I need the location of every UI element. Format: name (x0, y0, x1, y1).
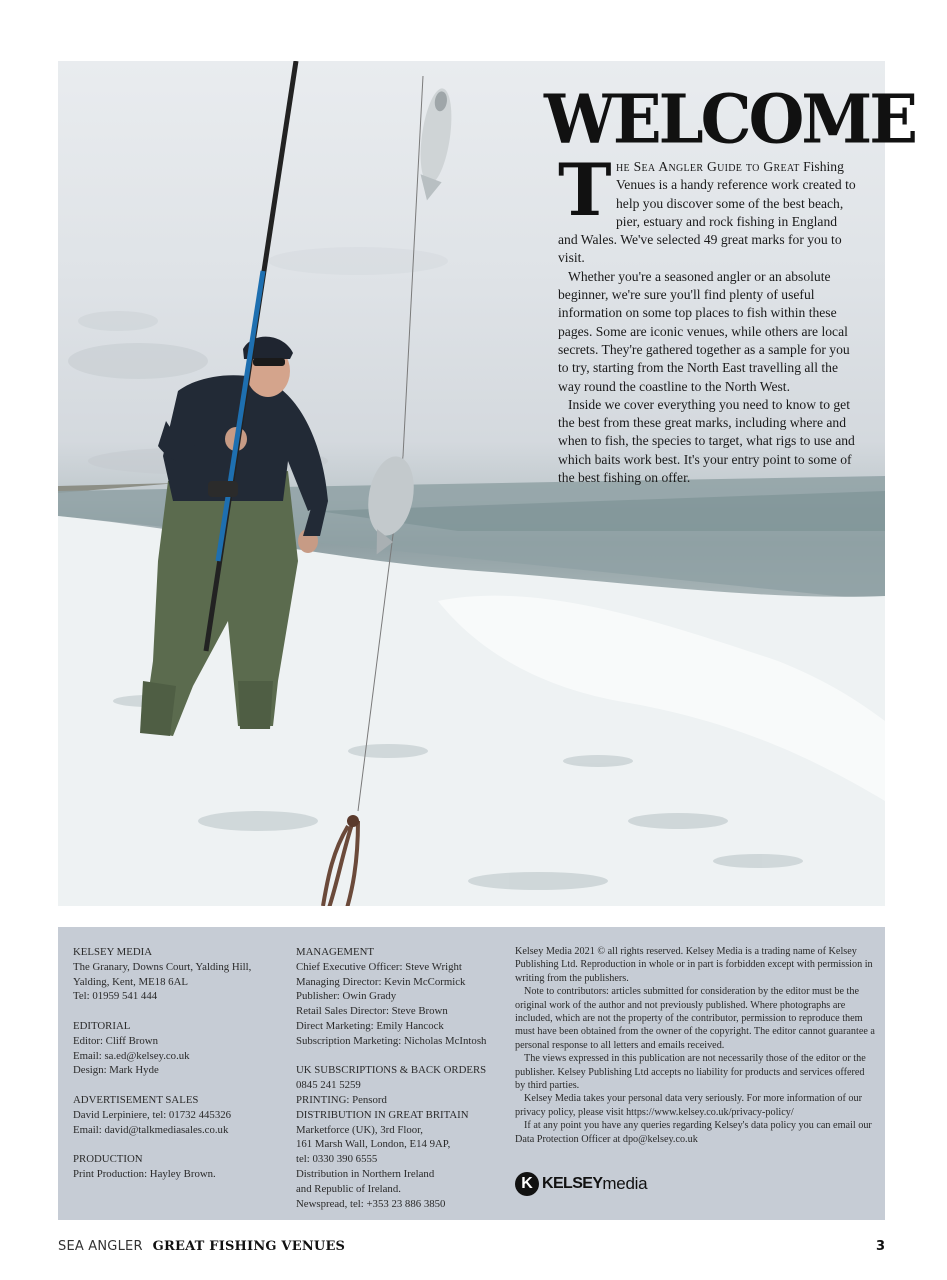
distribution-gb-1: Marketforce (UK), 3rd Floor, (296, 1123, 423, 1136)
direct-marketing: Direct Marketing: Emily Hancock (296, 1019, 444, 1032)
production-heading: PRODUCTION (73, 1153, 143, 1166)
welcome-paragraph-2: Whether you're a seasoned angler or an absolute beginner, we're sure you'll find plenty of useful information on some top places to fish within these pages. Some are iconic venues, while others are local secrets. They're gathered together as a sample for you to try, starting from the North East travelling all the way round the coastline to the North West. (558, 268, 850, 394)
company-address-2: Yalding, Kent, ME18 6AL (73, 975, 188, 988)
credits-column-management (296, 945, 511, 1211)
drop-cap: T (558, 147, 612, 232)
logo-suffix: media (602, 1174, 648, 1193)
credits-panel (58, 927, 885, 1220)
distribution-gb-2: 161 Marsh Wall, London, E14 9AP, (296, 1138, 451, 1151)
managing-director: Managing Director: Kevin McCormick (296, 975, 466, 988)
logo-brand: KELSEY (542, 1175, 603, 1192)
distribution-ni-1: Distribution in Northern Ireland (296, 1167, 435, 1180)
welcome-paragraph-3: Inside we cover everything you need to know to get the best from these great marks, including where and when to fish, the species to target, what rigs to use and which baits work best. It's your entry point to some of the best fishing on offer. (558, 396, 855, 486)
print-production: Print Production: Hayley Brown. (73, 1167, 216, 1180)
kelsey-k-icon: K (515, 1172, 539, 1196)
magazine-name: SEA ANGLER (58, 1239, 143, 1254)
distribution-ni-tel: Newspread, tel: +353 23 886 3850 (296, 1197, 446, 1210)
editorial-heading: EDITORIAL (73, 1019, 131, 1032)
subscriptions-phone: 0845 241 5259 (296, 1079, 361, 1092)
welcome-body (558, 147, 858, 487)
designer: Design: Mark Hyde (73, 1064, 159, 1077)
ad-sales-contact: David Lerpiniere, tel: 01732 445326 (73, 1108, 232, 1121)
kelsey-media-logo (515, 1170, 647, 1198)
lead-in-smallcaps: he Sea Angler Guide to Great (616, 159, 800, 174)
company-address-1: The Granary, Downs Court, Yalding Hill, (73, 960, 252, 973)
company-name: KELSEY MEDIA (73, 946, 153, 958)
credits-column-company (73, 945, 288, 1182)
management-heading: MANAGEMENT (296, 946, 374, 958)
page-footer (58, 1239, 885, 1259)
editor-email: Email: sa.ed@kelsey.co.uk (73, 1049, 190, 1062)
ceo: Chief Executive Officer: Steve Wright (296, 960, 462, 973)
credits-column-legal (515, 945, 877, 1146)
printing: PRINTING: Pensord (296, 1093, 387, 1106)
company-tel: Tel: 01959 541 444 (73, 990, 158, 1003)
ad-sales-heading: ADVERTISEMENT SALES (73, 1093, 199, 1106)
distribution-ni-2: and Republic of Ireland. (296, 1182, 401, 1195)
contributors-note: Note to contributors: articles submitted for consideration by the editor must be the original work of the author and not previously published. Where photographs are included, which are not the property of the contributor, permission to reproduce them must have been obtained from the owner of the copyright. The editor cannot guarantee a personal response to all letters and emails received. (515, 986, 875, 1051)
paragraph-1-text: Fishing Venues is a handy reference work created to help you discover some of the best beach, pier, estuary and rock fishing in England and Wales. We've selected 49 great marks for you to visit. (558, 159, 856, 266)
subscription-marketing: Subscription Marketing: Nicholas McIntosh (296, 1034, 487, 1047)
distribution-gb-tel: tel: 0330 390 6555 (296, 1153, 378, 1166)
subscriptions-heading: UK SUBSCRIPTIONS & BACK ORDERS (296, 1064, 487, 1077)
welcome-paragraph-1 (558, 147, 858, 268)
welcome-title: WELCOME (544, 80, 915, 160)
data-protection-contact: If at any point you have any queries regarding Kelsey's data policy you can email our Data Protection Officer at dpo@kelsey.co.uk (515, 1120, 872, 1145)
page-number: 3 (875, 1239, 885, 1254)
publisher: Publisher: Owin Grady (296, 990, 397, 1003)
copyright-notice: Kelsey Media 2021 © all rights reserved. Kelsey Media is a trading name of Kelsey Publishing Ltd. Reproduction in whole or in part is forbidden except with permission in writing from the publishers. (515, 946, 873, 984)
editor: Editor: Cliff Brown (73, 1034, 158, 1047)
views-disclaimer: The views expressed in this publication are not necessarily those of the editor or the publisher. Kelsey Publishing Ltd accepts no liability for products and services offered by third parties. (515, 1053, 866, 1092)
retail-sales-director: Retail Sales Director: Steve Brown (296, 1005, 448, 1018)
distribution-gb-heading: DISTRIBUTION IN GREAT BRITAIN (296, 1108, 469, 1121)
ad-sales-email: Email: david@talkmediasales.co.uk (73, 1123, 229, 1136)
privacy-notice: Kelsey Media takes your personal data very seriously. For more information of our privacy policy, please visit https://www.kelsey.co.uk/privacy-policy/ (515, 1093, 862, 1118)
section-name: GREAT FISHING VENUES (152, 1239, 346, 1254)
